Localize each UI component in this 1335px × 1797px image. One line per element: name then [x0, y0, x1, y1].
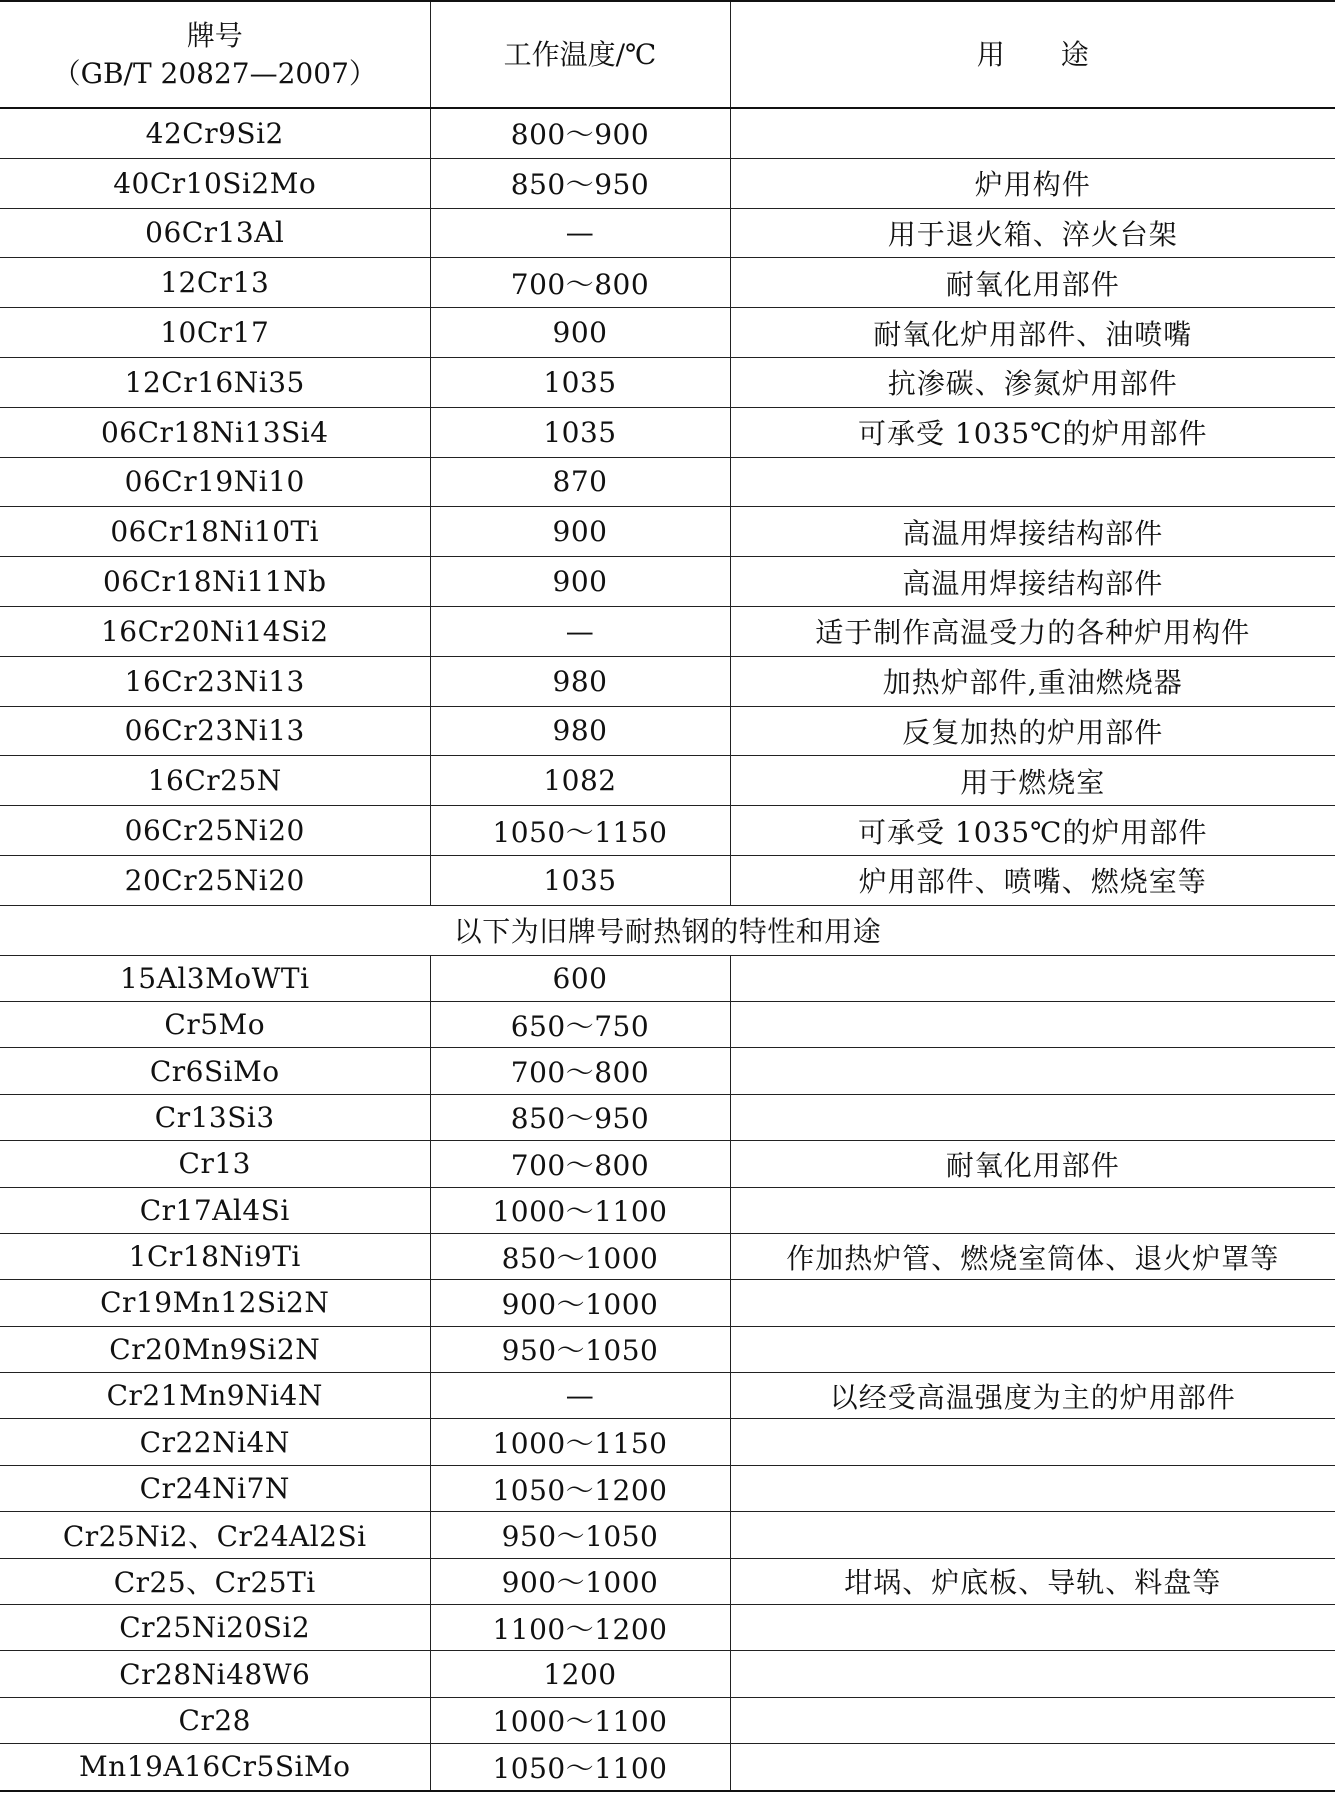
table-row [0, 1094, 1335, 1140]
table-row [0, 158, 1335, 208]
temperature-cell: 1000～1150 [430, 1419, 730, 1465]
grade-cell: Cr28 [0, 1697, 430, 1743]
usage-cell: 炉用部件、喷嘴、燃烧室等 [730, 855, 1335, 905]
temperature-cell: 700～800 [430, 1141, 730, 1187]
grade-cell: 15Al3MoWTi [0, 955, 430, 1001]
table-header [0, 1, 1335, 108]
section-note: 以下为旧牌号耐热钢的特性和用途 [0, 905, 1335, 955]
grade-cell: 20Cr25Ni20 [0, 855, 430, 905]
temperature-cell: 950～1050 [430, 1326, 730, 1372]
usage-cell: 可承受 1035℃的炉用部件 [730, 407, 1335, 457]
grade-cell: Cr25Ni20Si2 [0, 1605, 430, 1651]
grade-cell: Cr5Mo [0, 1001, 430, 1047]
table-row [0, 258, 1335, 308]
grade-header-label: 牌号 [186, 18, 243, 52]
grade-cell: Cr22Ni4N [0, 1419, 430, 1465]
usage-cell [730, 1094, 1335, 1140]
grade-cell: Cr6SiMo [0, 1048, 430, 1094]
temperature-cell: 1050～1150 [430, 806, 730, 856]
grade-cell: Cr25、Cr25Ti [0, 1558, 430, 1604]
temperature-cell: 850～950 [430, 1094, 730, 1140]
usage-cell: 炉用构件 [730, 158, 1335, 208]
table-row [0, 457, 1335, 507]
table-row [0, 1697, 1335, 1743]
grade-cell: Cr13 [0, 1141, 430, 1187]
grade-cell: 42Cr9Si2 [0, 108, 430, 158]
usage-cell: 以经受高温强度为主的炉用部件 [730, 1373, 1335, 1419]
section-divider [0, 905, 1335, 955]
grade-cell: Mn19A16Cr5SiMo [0, 1744, 430, 1791]
table-row [0, 1326, 1335, 1372]
temperature-cell: 900 [430, 308, 730, 358]
grade-cell: 06Cr25Ni20 [0, 806, 430, 856]
grade-cell: 40Cr10Si2Mo [0, 158, 430, 208]
grade-cell: Cr25Ni2、Cr24Al2Si [0, 1512, 430, 1558]
usage-column-header: 用 途 [730, 1, 1335, 108]
usage-cell: 作加热炉管、燃烧室筒体、退火炉罩等 [730, 1233, 1335, 1279]
grade-cell: 12Cr13 [0, 258, 430, 308]
temperature-cell: 1050～1200 [430, 1465, 730, 1511]
temperature-cell: 650～750 [430, 1001, 730, 1047]
table-row [0, 108, 1335, 158]
temperature-cell: 900 [430, 507, 730, 557]
table-row [0, 1651, 1335, 1697]
usage-cell: 耐氧化炉用部件、油喷嘴 [730, 308, 1335, 358]
header-row [0, 1, 1335, 108]
table-row [0, 1048, 1335, 1094]
table-row [0, 407, 1335, 457]
usage-cell: 可承受 1035℃的炉用部件 [730, 806, 1335, 856]
temperature-cell: 700～800 [430, 1048, 730, 1094]
temperature-column-header: 工作温度/℃ [430, 1, 730, 108]
section-note-row [0, 905, 1335, 955]
temperature-cell: 1035 [430, 855, 730, 905]
usage-cell: 用于退火箱、淬火台架 [730, 208, 1335, 258]
old-grades-section [0, 955, 1335, 1791]
usage-cell: 耐氧化用部件 [730, 258, 1335, 308]
temperature-cell: 900 [430, 557, 730, 607]
temperature-cell: 980 [430, 656, 730, 706]
usage-cell [730, 1187, 1335, 1233]
table-row [0, 1605, 1335, 1651]
table-row [0, 308, 1335, 358]
table-row [0, 208, 1335, 258]
usage-cell: 加热炉部件,重油燃烧器 [730, 656, 1335, 706]
temperature-cell: 980 [430, 706, 730, 756]
temperature-cell: — [430, 1373, 730, 1419]
grade-cell: 16Cr23Ni13 [0, 656, 430, 706]
usage-cell: 反复加热的炉用部件 [730, 706, 1335, 756]
temperature-cell: 1200 [430, 1651, 730, 1697]
grade-cell: 10Cr17 [0, 308, 430, 358]
usage-cell [730, 1697, 1335, 1743]
usage-cell [730, 1001, 1335, 1047]
temperature-cell: 1082 [430, 756, 730, 806]
table-row [0, 557, 1335, 607]
usage-cell: 抗渗碳、渗氮炉用部件 [730, 357, 1335, 407]
grade-cell: 06Cr18Ni11Nb [0, 557, 430, 607]
usage-cell [730, 1048, 1335, 1094]
temperature-cell: 600 [430, 955, 730, 1001]
grade-cell: 12Cr16Ni35 [0, 357, 430, 407]
usage-cell [730, 1326, 1335, 1372]
usage-cell [730, 1465, 1335, 1511]
grade-cell: 06Cr13Al [0, 208, 430, 258]
table-row [0, 606, 1335, 656]
table-row [0, 1558, 1335, 1604]
temperature-cell: 1000～1100 [430, 1187, 730, 1233]
table-row [0, 806, 1335, 856]
table-row [0, 1512, 1335, 1558]
temperature-cell: 850～950 [430, 158, 730, 208]
table-row [0, 756, 1335, 806]
grade-cell: Cr21Mn9Ni4N [0, 1373, 430, 1419]
usage-cell [730, 1419, 1335, 1465]
usage-cell: 耐氧化用部件 [730, 1141, 1335, 1187]
grade-cell: 1Cr18Ni9Ti [0, 1233, 430, 1279]
new-grades-section [0, 108, 1335, 905]
temperature-cell: 850～1000 [430, 1233, 730, 1279]
usage-cell [730, 1605, 1335, 1651]
temperature-cell: 1050～1100 [430, 1744, 730, 1791]
table-row [0, 1465, 1335, 1511]
temperature-cell: 950～1050 [430, 1512, 730, 1558]
table-row [0, 1233, 1335, 1279]
usage-cell: 适于制作高温受力的各种炉用构件 [730, 606, 1335, 656]
table-row [0, 507, 1335, 557]
table-row [0, 1419, 1335, 1465]
grade-cell: Cr20Mn9Si2N [0, 1326, 430, 1372]
usage-cell: 高温用焊接结构部件 [730, 507, 1335, 557]
grade-cell: 16Cr20Ni14Si2 [0, 606, 430, 656]
temperature-cell: 900～1000 [430, 1280, 730, 1326]
table-row [0, 1744, 1335, 1791]
temperature-cell: 900～1000 [430, 1558, 730, 1604]
temperature-cell: 700～800 [430, 258, 730, 308]
table-row [0, 1001, 1335, 1047]
usage-cell: 坩埚、炉底板、导轨、料盘等 [730, 1558, 1335, 1604]
grade-cell: 06Cr23Ni13 [0, 706, 430, 756]
table-row [0, 1187, 1335, 1233]
usage-cell: 高温用焊接结构部件 [730, 557, 1335, 607]
grade-cell: Cr19Mn12Si2N [0, 1280, 430, 1326]
usage-cell [730, 1512, 1335, 1558]
grade-cell: 06Cr18Ni10Ti [0, 507, 430, 557]
grade-standard-label: （GB/T 20827—2007） [52, 56, 377, 90]
usage-cell [730, 1744, 1335, 1791]
grade-cell: 06Cr19Ni10 [0, 457, 430, 507]
grade-cell: Cr24Ni7N [0, 1465, 430, 1511]
table-row [0, 1280, 1335, 1326]
temperature-cell: 800～900 [430, 108, 730, 158]
grade-cell: 06Cr18Ni13Si4 [0, 407, 430, 457]
usage-cell [730, 457, 1335, 507]
temperature-cell: 1100～1200 [430, 1605, 730, 1651]
grade-column-header [0, 1, 430, 108]
table-row [0, 955, 1335, 1001]
temperature-cell: 1035 [430, 357, 730, 407]
table-row [0, 1373, 1335, 1419]
grade-cell: Cr17Al4Si [0, 1187, 430, 1233]
temperature-cell: — [430, 606, 730, 656]
table-row [0, 1141, 1335, 1187]
usage-cell [730, 108, 1335, 158]
table-row [0, 357, 1335, 407]
usage-cell [730, 955, 1335, 1001]
table-row [0, 706, 1335, 756]
grade-cell: Cr13Si3 [0, 1094, 430, 1140]
table-row [0, 855, 1335, 905]
temperature-cell: 870 [430, 457, 730, 507]
temperature-cell: 1000～1100 [430, 1697, 730, 1743]
table-row [0, 656, 1335, 706]
grade-cell: Cr28Ni48W6 [0, 1651, 430, 1697]
usage-cell [730, 1651, 1335, 1697]
usage-cell: 用于燃烧室 [730, 756, 1335, 806]
temperature-cell: — [430, 208, 730, 258]
temperature-cell: 1035 [430, 407, 730, 457]
grade-cell: 16Cr25N [0, 756, 430, 806]
usage-cell [730, 1280, 1335, 1326]
